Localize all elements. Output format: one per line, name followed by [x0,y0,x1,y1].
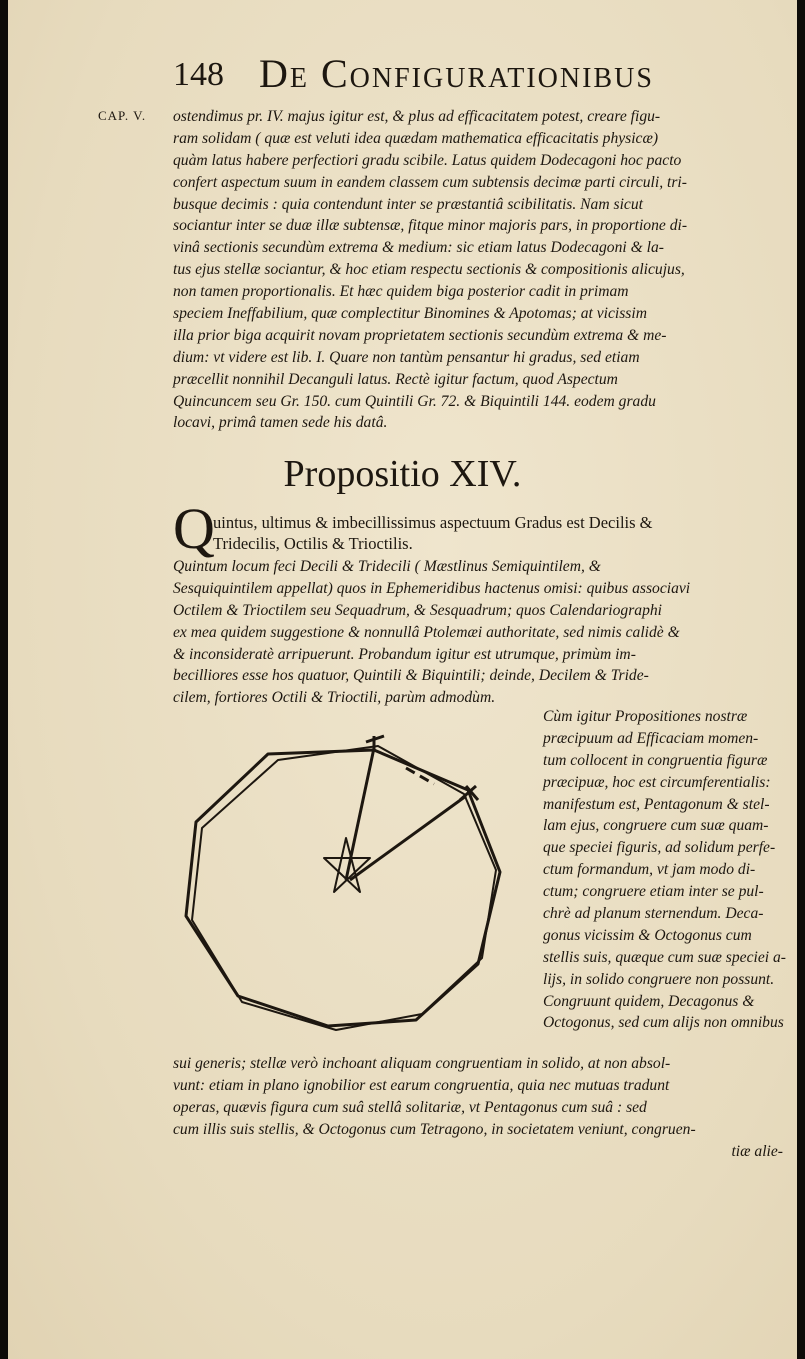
text-line: præcellit nonnihil Decanguli latus. Rectè igitur factum, quod Aspectum [173,370,618,388]
text-line: ctum; congruere etiam inter se pul- [543,883,764,901]
text-line: becilliores esse hos quatuor, Quintili & Biquintili; deinde, Decilem & Tride- [173,667,649,685]
text-line: ostendimus pr. IV. majus igitur est, & plus ad efficacitatem potest, creare figu- [173,108,661,125]
text-line: busque decimis : quia contendunt inter se præstantiâ scibilitatis. Nam sicut [173,195,643,213]
text-line: cum illis suis stellis, & Octogonus cum Tetragono, in societatem veniunt, congruen- [173,1120,696,1138]
text-line: cilem, fortiores Octili & Trioctili, parùm admodùm. [173,689,496,707]
text-line: gonus vicissim & Octogonus cum [543,926,752,944]
text-line: chrè ad planum sternendum. Deca- [543,905,764,923]
text-line: tiæ alie- [731,1142,783,1160]
text-line: vunt: etiam in plano ignobilior est earum congruentia, quia nec mutuas tradunt [173,1076,670,1094]
text-line: tus ejus stellæ sociantur, & hoc etiam respectu sectionis & compositionis alicujus, [173,261,685,279]
text-line: Quincuncem seu Gr. 150. cum Quintili Gr. 72. & Biquintili 144. eodem gradu [173,392,656,410]
text-line: illa prior biga acquirit novam proprietatem sectionis secundùm extrema & me- [173,326,667,344]
text-line: lam ejus, congruere cum suæ quam- [543,817,769,835]
text-line: operas, quævis figura cum suâ stellâ solitariæ, vt Pentagonus cum suâ : sed [173,1098,647,1116]
text-line: ctum formandum, vt jam modo di- [543,861,756,879]
running-title: De Configurationibus [259,51,654,96]
text-line: Cùm igitur Propositiones nostræ [543,708,748,725]
proposition-statement [173,512,783,554]
text-line: Octilem & Trioctilem seu Sequadrum, & Sesquadrum; quos Calendariographi [173,601,663,619]
text-line: ex mea quidem suggestione & nonnullâ Ptolemæi authoritate, sed nimis calidè & [173,623,680,641]
text-line: vinâ sectionis secundùm extrema & medium: sic etiam latus Dodecagoni & la- [173,239,664,257]
text-line: & inconsideratè arripuerunt. Probandum igitur est utrumque, primùm im- [173,645,636,663]
text-line: quàm latus habere perfectiori gradu scibile. Latus quidem Dodecagoni hoc pacto [173,151,682,169]
page-number: 148 [173,56,224,93]
octagon-outline [192,746,496,1030]
text-line: que speciei figuris, ad solidum perfe- [543,839,776,857]
proposition-heading: Propositio XIV. [283,453,522,495]
text-line: locavi, primâ tamen sede his datâ. [173,414,388,432]
text-line: præcipuum ad Efficaciam momen- [543,729,759,747]
text-line: præcipuæ, hoc est circumferentialis: [543,773,771,791]
text-line: sui generis; stellæ verò inchoant aliquam congruentiam in solido, at non absol- [173,1055,671,1072]
text-line: stellis suis, quæque cum suæ speciei a- [543,948,786,966]
paragraph-4 [173,1053,783,1162]
chapter-margin-note: CAP. V. [98,108,147,123]
paragraph-3 [543,706,786,1034]
radius-line [346,748,374,880]
page-header [173,44,773,104]
book-page [8,0,797,1359]
text-line: Quintum locum feci Decili & Tridecili ( Mæstlinus Semiquintilem, & [173,558,601,575]
pentagram [324,838,370,892]
text-line: Sesquiquintilem appellat) quos in Ephemeridibus hactenus omisi: quibus associavi [173,579,691,597]
drop-cap: Q [173,496,215,561]
radius-line [350,796,466,880]
text-line: non tamen proportionalis. Et hæc quidem biga posterior cadit in primam [173,283,629,301]
text-line: tum collocent in congruentia figuræ [543,751,768,769]
text-line: speciem Ineffabilium, quæ complectitur Binomines & Apotomas; at vicissim [173,305,647,323]
decagon-pentagram-illustration [178,720,508,1040]
paragraph-2 [173,556,783,709]
text-line: sociantur inter se duæ illæ subtensæ, fitque minor majoris pars, in proportione di- [173,217,688,235]
text-line: lijs, in solido congruere non possunt. [543,970,775,988]
text-line: uintus, ultimus & imbecillissimus aspectuum Gradus est Decilis & [213,513,653,532]
text-line: Congruunt quidem, Decagonus & [543,992,755,1010]
paragraph-1 [173,106,783,434]
text-line: ram solidam ( quæ est veluti idea quædam mathematica efficacitatis physicæ) [173,129,659,147]
polygon-figure [178,720,508,1040]
text-line: confert aspectum suum in eandem classem cum subtensis decimæ parti circuli, tri- [173,173,687,191]
text-line: Tridecilis, Octilis & Trioctilis. [213,534,413,553]
text-line: manifestum est, Pentagonum & stel- [543,795,770,813]
text-line: Octogonus, sed cum alijs non omnibus [543,1014,784,1032]
text-line: dium: vt videre est lib. I. Quare non tantùm pensantur hi gradus, sed etiam [173,348,640,366]
